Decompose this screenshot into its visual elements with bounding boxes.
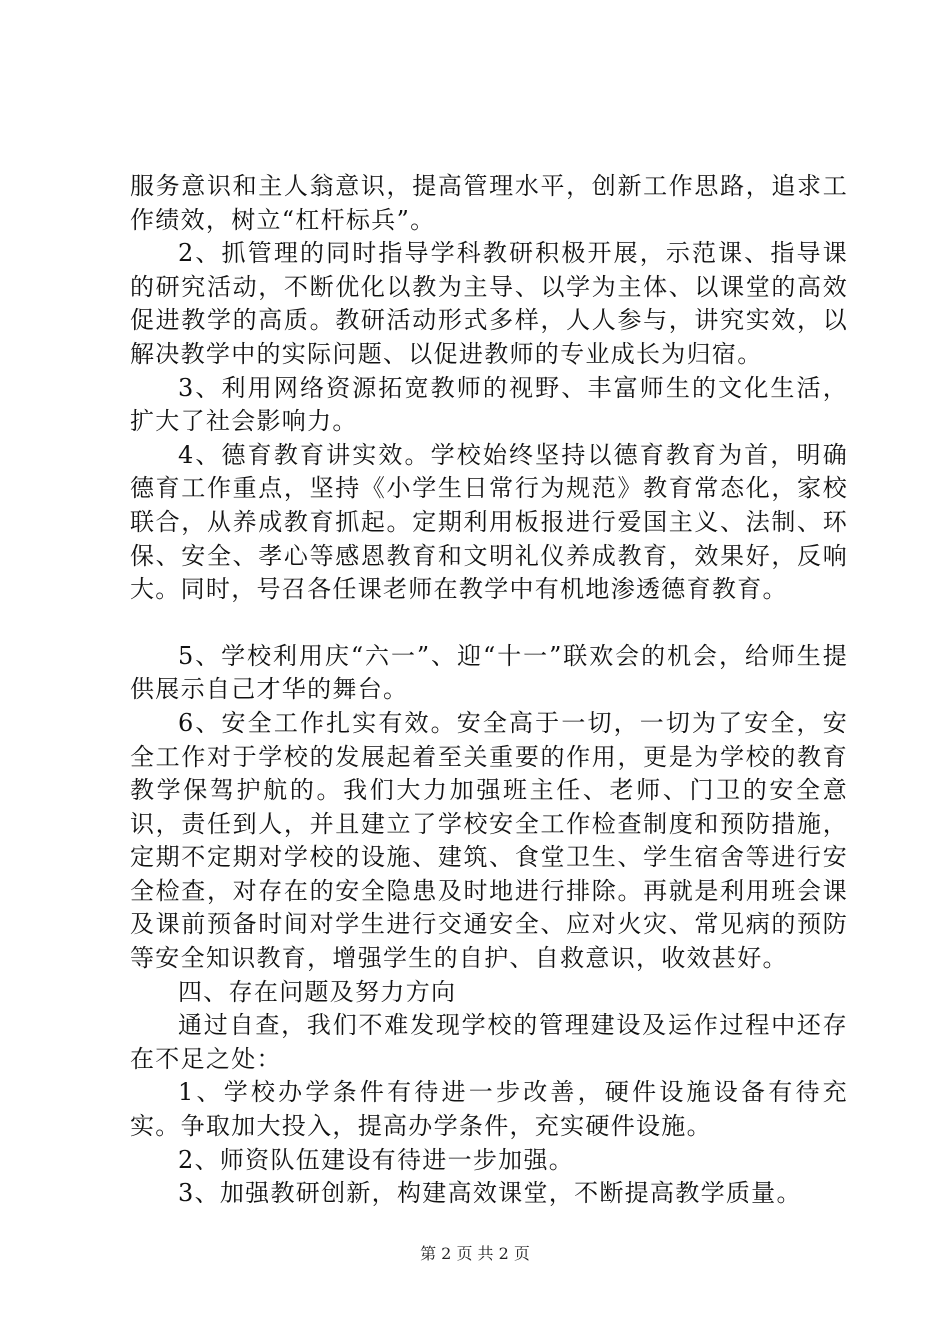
section-heading-problems: 四、存在问题及努力方向 — [178, 977, 457, 1006]
paragraph-problem-2-teachers: 2、师资队伍建设有待进一步加强。 — [178, 1145, 575, 1174]
paragraph-item-5-celebrations: 5、学校利用庆“六一”、迎“十一”联欢会的机会，给师生提供展示自己才华的舞台。 — [130, 641, 848, 704]
paragraph-problem-1-conditions: 1、学校办学条件有待进一步改善，硬件设施设备有待充实。争取加大投入，提高办学条件，充实硬件设施。 — [130, 1078, 848, 1141]
page-number-footer: 第 2 页 共 2 页 — [420, 1244, 530, 1263]
paragraph-service-awareness: 服务意识和主人翁意识，提高管理水平，创新工作思路，追求工作绩效，树立“杠杆标兵”。 — [130, 172, 848, 234]
document-body — [130, 170, 848, 1211]
paragraph-problem-3-research: 3、加强教研创新，构建高效课堂，不断提高教学质量。 — [178, 1179, 802, 1208]
paragraph-self-check-intro: 通过自查，我们不难发现学校的管理建设及运作过程中还存在不足之处： — [130, 1011, 848, 1073]
paragraph-item-3-network-resources: 3、利用网络资源拓宽教师的视野、丰富师生的文化生活，扩大了社会影响力。 — [130, 373, 848, 436]
paragraph-item-4-moral-education: 4、德育教育讲实效。学校始终坚持以德育教育为首，明确德育工作重点，坚持《小学生日常行为规范》教育常态化，家校联合，从养成教育抓起。定期利用板报进行爱国主义、法制、环保、安全、孝心等感恩教育和文明礼仪养成教育，效果好，反响大。同时，号召各任课老师在教学中有机地渗透德育教育。 — [130, 440, 848, 604]
paragraph-item-6-safety: 6、安全工作扎实有效。安全高于一切，一切为了安全，安全工作对于学校的发展起着至关重要的作用，更是为学校的教育教学保驾护航的。我们大力加强班主任、老师、门卫的安全意识，责任到人，并且建立了学校安全工作检查制度和预防措施，定期不定期对学校的设施、建筑、食堂卫生、学生宿舍等进行安全检查，对存在的安全隐患及时地进行排除。再就是利用班会课及课前预备时间对学生进行交通安全、应对火灾、常见病的预防等安全知识教育，增强学生的自护、自救意识，收效甚好。 — [130, 708, 848, 973]
paragraph-item-2-teaching-research: 2、抓管理的同时指导学科教研积极开展，示范课、指导课的研究活动，不断优化以教为主导、以学为主体、以课堂的高效促进教学的高质。教研活动形式多样，人人参与，讲究实效，以解决教学中的实际问题、以促进教师的专业成长为归宿。 — [130, 239, 848, 368]
